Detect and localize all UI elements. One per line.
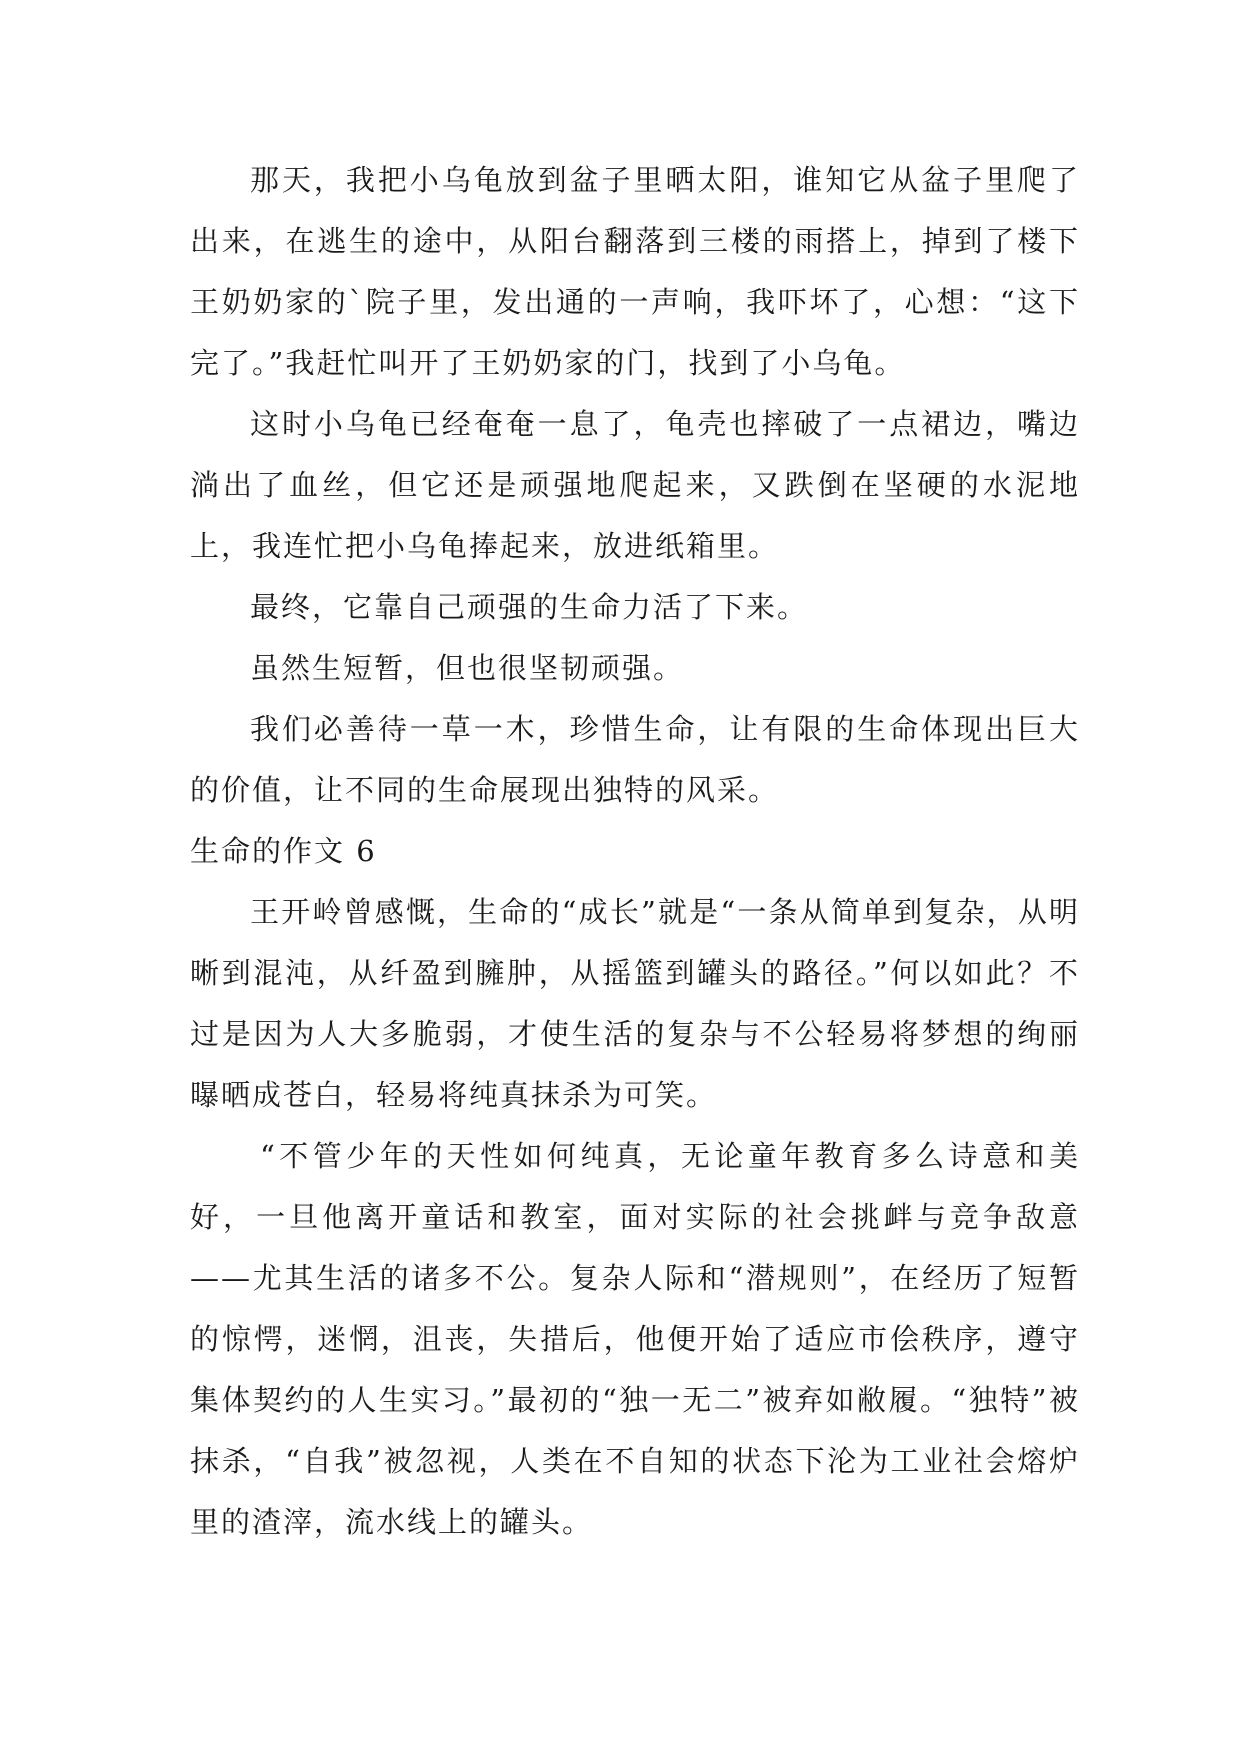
paragraph-turtle-injured: 这时小乌龟已经奄奄一息了，龟壳也摔破了一点裙边，嘴边淌出了血丝，但它还是顽强地爬起来，又跌倒在坚硬的水泥地上，我连忙把小乌龟捧起来，放进纸箱里。 (190, 407, 1080, 563)
paragraph-life-short: 虽然生短暂，但也很坚韧顽强。 (250, 651, 685, 685)
paragraph-quote-youth: “不管少年的天性如何纯真，无论童年教育多么诗意和美好，一旦他离开童话和教室，面对实际的社会挑衅与竞争敌意——尤其生活的诸多不公。复杂人际和“潜规则”，在经历了短暂的惊愕，迷惘，沮丧，失措后，他便开始了适应市侩秩序，遵守集体契约的人生实习。”最初的“独一无二”被弃如敝履。“独特”被抹杀，“自我”被忽视，人类在不自知的状态下沦为工业社会熔炉里的渣滓，流水线上的罐头。 (190, 1139, 1080, 1539)
section-heading: 生命的作文 6 (190, 834, 377, 868)
document-page (190, 150, 1080, 1553)
paragraph-turtle-survives: 最终，它靠自己顽强的生命力活了下来。 (250, 590, 809, 624)
paragraph-turtle-falls: 那天，我把小乌龟放到盆子里晒太阳，谁知它从盆子里爬了出来，在逃生的途中，从阳台翻落到三楼的雨搭上，掉到了楼下王奶奶家的`院子里，发出通的一声响，我吓坏了，心想：“这下完了。”我赶忙叫开了王奶奶家的门，找到了小乌龟。 (190, 163, 1080, 380)
paragraph-growth-path: 王开岭曾感慨，生命的“成长”就是“一条从简单到复杂，从明晰到混沌，从纤盈到臃肿，从摇篮到罐头的路径。”何以如此？不过是因为人大多脆弱，才使生活的复杂与不公轻易将梦想的绚丽曝晒成苍白，轻易将纯真抹杀为可笑。 (190, 895, 1080, 1112)
paragraph-cherish-life: 我们必善待一草一木，珍惜生命，让有限的生命体现出巨大的价值，让不同的生命展现出独特的风采。 (190, 712, 1080, 807)
